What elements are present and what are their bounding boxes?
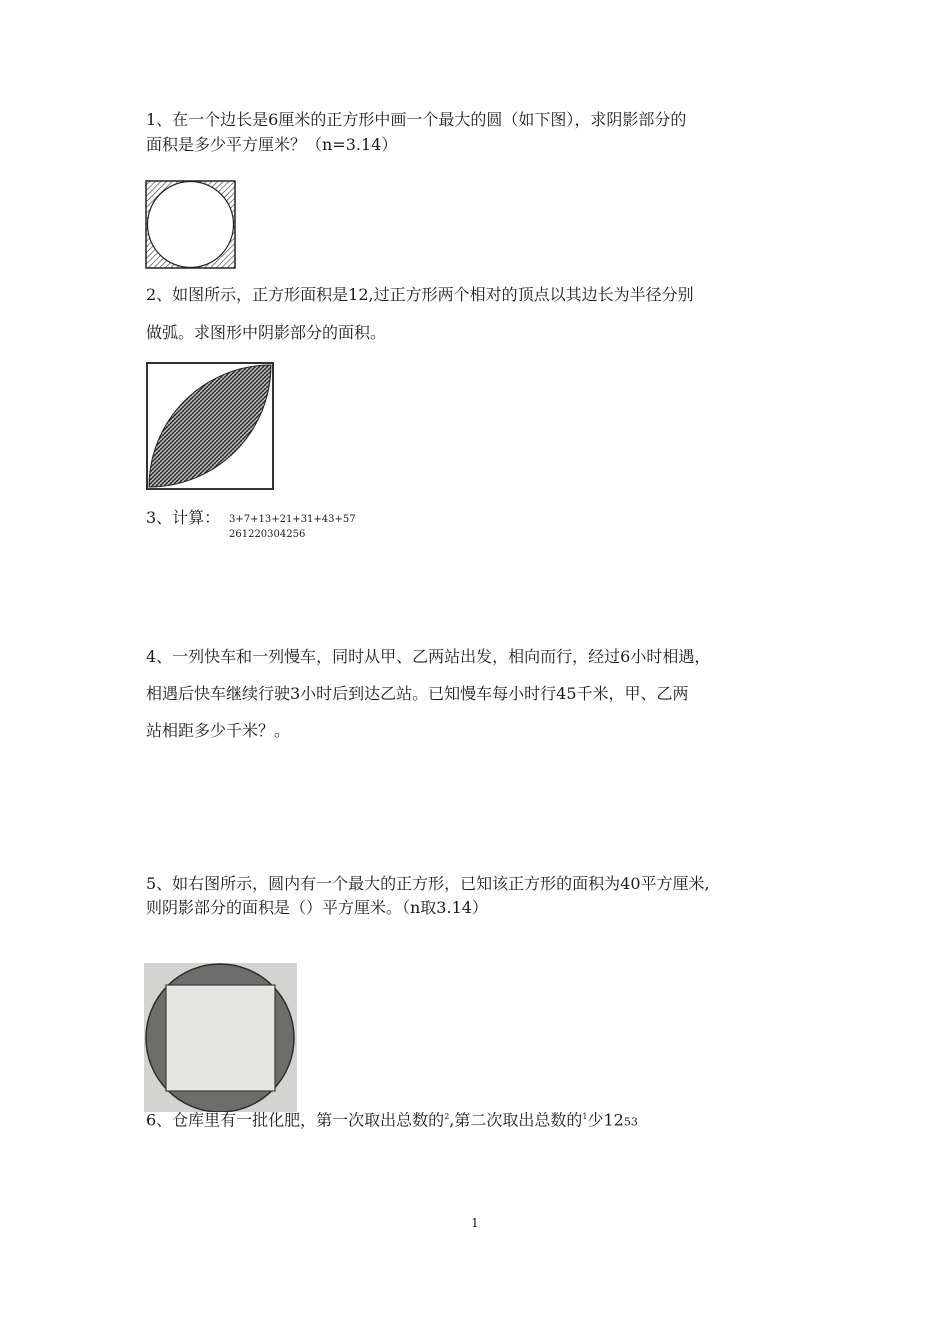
q3-denominators: 261220304256 <box>229 529 306 540</box>
q4-text-line3: 站相距多少千米？。 <box>146 721 291 740</box>
q6-sub: 53 <box>623 1115 638 1129</box>
q5-text-line1: 5、如右图所示，圆内有一个最大的正方形，已知该正方形的面积为40平方厘米, <box>146 874 710 893</box>
q3-numerators: 3+7+13+21+31+43+57 <box>229 514 356 525</box>
q6-text-mid: ,第二次取出总数的 <box>449 1110 583 1130</box>
q5-text-line2: 则阴影部分的面积是（）平方厘米。（n取3.14） <box>146 898 488 917</box>
q4-text-line1: 4、一列快车和一列慢车，同时从甲、乙两站出发，相向而行，经过6小时相遇， <box>146 647 711 666</box>
q6-text-start: 6、仓库里有一批化肥，第一次取出总数的 <box>146 1110 445 1130</box>
q4-text-line2: 相遇后快车继续行驶3小时后到达乙站。已知慢车每小时行45千米，甲、乙两 <box>146 684 689 703</box>
q6-sup1: 2 <box>444 1112 450 1121</box>
q2-leaf-figure <box>145 361 275 491</box>
page-number: 1 <box>471 1216 479 1230</box>
q1-text-line2: 面积是多少平方厘米？（n=3.14） <box>146 135 398 154</box>
q6-sup2: 1 <box>582 1112 588 1121</box>
q6-text-end: 少12 <box>587 1110 624 1130</box>
q6-text <box>146 1107 638 1132</box>
q5-circle-square-figure <box>144 963 297 1112</box>
q2-text-line2: 做弧。求图形中阴影部分的面积。 <box>146 323 387 342</box>
q1-text-line1: 1、在一个边长是6厘米的正方形中画一个最大的圆（如下图），求阴影部分的 <box>146 110 687 129</box>
q1-square-circle-figure <box>145 180 236 269</box>
q3-label: 3、计算： <box>146 508 221 527</box>
q2-text-line1: 2、如图所示，正方形面积是12,过正方形两个相对的顶点以其边长为半径分别 <box>146 285 694 304</box>
